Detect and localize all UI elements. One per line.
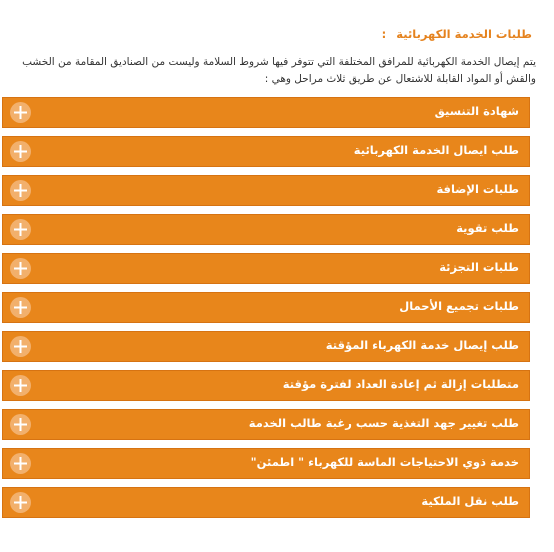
accordion-item-title: طلب تقوية [456,221,519,235]
accordion-item-reinforcement[interactable] [2,214,530,245]
plus-circle-icon[interactable] [10,219,31,240]
accordion-item-title: خدمة ذوي الاحتياجات الماسة للكهرباء " اطمئن" [250,455,519,469]
accordion-item-title: طلبات تجميع الأحمال [399,299,519,313]
accordion-item-title: طلب تغيير جهد التغذية حسب رغبة طالب الخدمة [248,416,519,430]
accordion-item-ownership-transfer[interactable] [2,487,530,518]
accordion-item-temporary-service[interactable] [2,331,530,362]
accordion-item-title: طلب نقل الملكية [421,494,519,508]
plus-circle-icon[interactable] [10,492,31,513]
accordion-item-voltage-change[interactable] [2,409,530,440]
accordion-item-load-aggregation[interactable] [2,292,530,323]
accordion-item-title: طلب ايصال الخدمة الكهربائية [353,143,519,157]
accordion-item-meter-removal[interactable] [2,370,530,401]
plus-circle-icon[interactable] [10,180,31,201]
plus-circle-icon[interactable] [10,297,31,318]
accordion-item-title: طلبات التجزئة [439,260,519,274]
accordion-item-title: متطلبات إزالة ثم إعادة العداد لفترة مؤقتة [282,377,519,391]
accordion-item-service-connection[interactable] [2,136,530,167]
plus-circle-icon[interactable] [10,414,31,435]
accordion-item-title: شهادة التنسيق [434,104,519,118]
plus-circle-icon[interactable] [10,102,31,123]
accordion-item-coordination-certificate[interactable] [2,97,530,128]
plus-circle-icon[interactable] [10,141,31,162]
section-heading [382,27,532,41]
accordion-item-critical-needs[interactable] [2,448,530,479]
accordion-item-additions[interactable] [2,175,530,206]
plus-circle-icon[interactable] [10,336,31,357]
intro-paragraph: يتم إيصال الخدمة الكهربائية للمرافق المختلفة التي تتوفر فيها شروط السلامة وليست من الصناديق المقامة من الخشب والقش أو المواد القابلة للاشتعال عن طريق ثلاث مراحل وهي : [22,56,536,85]
plus-circle-icon[interactable] [10,258,31,279]
accordion-item-title: طلب إيصال خدمة الكهرباء المؤقتة [325,338,519,352]
section-title: طلبات الخدمة الكهربائية [396,27,532,41]
accordion-item-title: طلبات الإضافة [436,182,519,196]
services-accordion [2,97,530,526]
plus-circle-icon[interactable] [10,453,31,474]
plus-circle-icon[interactable] [10,375,31,396]
heading-separator: : [381,27,387,41]
accordion-item-subdivision[interactable] [2,253,530,284]
